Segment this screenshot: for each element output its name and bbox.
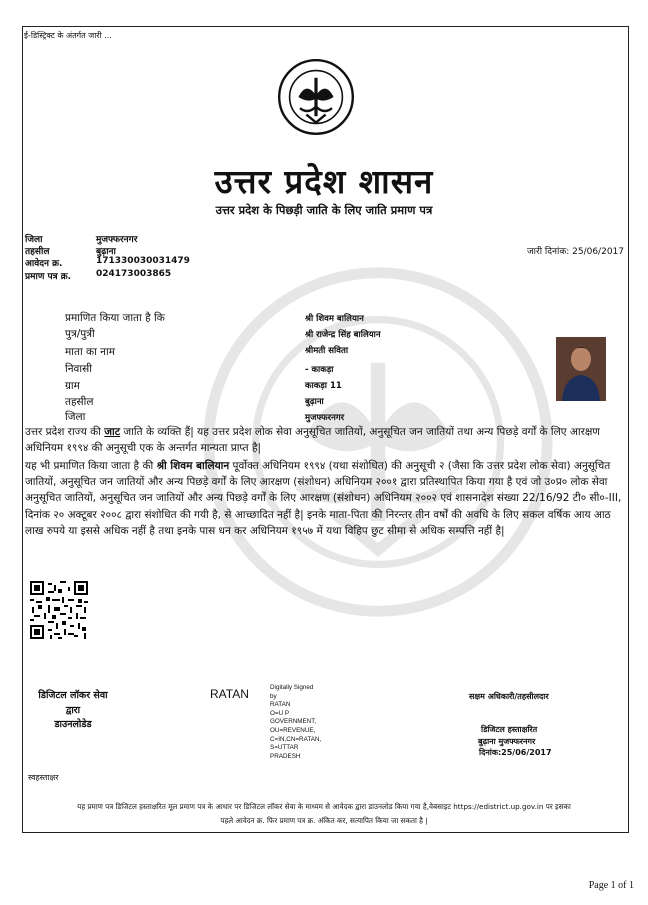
caste-name: जाट (104, 426, 121, 438)
up-government-emblem (276, 57, 356, 137)
tehsil-label: तहसील (25, 247, 50, 257)
digilocker-line3: डाउनलोडेड (54, 719, 92, 730)
caste-paragraph (25, 424, 623, 456)
page-number: Page 1 of 1 (588, 880, 634, 891)
detail-value-resident: - काकड़ा (305, 365, 334, 375)
certificate-subtitle: उत्तर प्रदेश के पिछड़ी जाति के लिए जाति प्रमाण पत्र (215, 203, 433, 217)
tehsil-value: बुढ़ाना (96, 247, 116, 257)
detail-label-district: जिला (65, 411, 86, 423)
self-signature-label: स्वहस्ताक्षर (28, 773, 59, 782)
detail-value-name: श्री शिवम बालियान (305, 314, 364, 324)
authority-title: सक्षम अधिकारी/तहसीलदार (469, 692, 549, 701)
caste-paragraph-post: जाति के व्यक्ति हैं| यह उत्तर प्रदेश लोक सेवा अनुसूचित जातियों, अनुसूचित जन जातियों तथा अन्य पिछड़े वर्गों के लिए आरक्षण अधिनियम १९९४ की अनुसूची एक के अन्तर्गत मान्यता प्राप्त है| (25, 426, 601, 455)
issue-date: जारी दिनांक: 25/06/2017 (527, 247, 624, 257)
footer-note-line2: पहले आवेदन क्र. फिर प्रमाण पत्र क्र. अंकित कर, सत्यापित किया जा सकता है | (220, 816, 428, 825)
certification-paragraph-pre: यह भी प्रमाणित किया जाता है की (25, 460, 157, 472)
page-title: उत्तर प्रदेश शासन (214, 162, 434, 201)
digital-signature-details: Digitally Signed by RATAN O=U P GOVERNMENT, OU=REVENUE, C=IN,CN=RATAN, S=UTTAR PRADESH (270, 684, 322, 760)
authority-date: दिनांक:25/06/2017 (479, 748, 552, 757)
digilocker-line1: डिजिटल लॉकर सेवा (38, 690, 108, 701)
detail-value-father: श्री राजेन्द्र सिंह बालियान (305, 330, 381, 340)
certified-person-name: श्री शिवम बालियान (156, 460, 230, 472)
certificate-number: 024173003865 (96, 269, 172, 279)
detail-value-village: काकड़ा 11 (305, 381, 342, 391)
detail-label-village: ग्राम (65, 380, 80, 392)
application-label: आवेदन क्र. (25, 259, 63, 269)
authority-place: बुढ़ाना मुजफ्फरनगर (478, 737, 536, 746)
signer-name: RATAN (210, 687, 249, 701)
detail-label-parent: पुत्र/पुत्री (65, 328, 95, 340)
detail-label-tehsil: तहसील (65, 396, 94, 408)
detail-label-certified: प्रमाणित किया जाता है कि (65, 312, 165, 324)
caste-paragraph-pre: उत्तर प्रदेश राज्य की (25, 426, 105, 438)
certification-paragraph (25, 458, 623, 539)
district-value: मुजफ्फरनगर (96, 235, 138, 245)
applicant-photo (556, 337, 606, 401)
detail-value-tehsil: बुढ़ाना (305, 397, 324, 407)
district-label: जिला (25, 235, 43, 245)
application-number: 171330030031479 (96, 256, 190, 266)
detail-label-resident: निवासी (65, 363, 92, 375)
detail-value-mother: श्रीमती सविता (305, 346, 349, 356)
certificate-label: प्रमाण पत्र क्र. (25, 272, 72, 282)
certification-paragraph-post: पूर्वोक्त अधिनियम १९९४ (यथा संशोधित) की अनुसूची २ (जैसा कि उत्तर प्रदेश लोक सेवा) अनुसूचित जातियों, अनुसूचित जन जातियों और अन्य पिछड़े वर्गों के लिए आरक्षण (संशोधन) अधिनियम २००१ द्वारा प्रतिस्थापित किया गया है एवं जो उ०प्र० लोक सेवा अनुसूचित जातियों, अनुसूचित जन जातियों और अन्य पिछड़े वर्गों के लिए आरक्षण (संशोधन) अधिनियम २००२ एवं शासनादेश संख्या 22/16/92 टी० सी०-III, दिनांक २० अक्टूबर २००८ द्वारा संशोधित की गयी है, से आच्छादित नहीं है| इनके माता-पिता की निरन्तर तीन वर्षों की अवधि के लिए सकल वर्षिक आय आठ लाख रुपये या इससे अधिक नहीं है तथा इनके पास धन कर अधिनियम १९५७ में यथा विहिप छुट सीमा से अधिक सम्पत्ति नहीं है| (25, 460, 622, 537)
detail-label-mother: माता का नाम (65, 346, 115, 358)
digilocker-line2: द्वारा (65, 705, 81, 716)
header-note: ई-डिस्ट्रिक्ट के अंतर्गत जारी ... (24, 31, 112, 40)
footer-note-line1: यह प्रमाण पत्र डिजिटल हस्ताक्षरित मूल प्रमाण पत्र के आधार पर डिजिटल लॉकर सेवा के माध्यम से आवेदक द्वारा डाउनलोड किया गया है,वेबसाइट https://edistrict.up.gov.in पर इसका (77, 802, 571, 811)
detail-value-district: मुजफ्फरनगर (305, 413, 345, 423)
authority-signed: डिजिटल हस्ताक्षरित (481, 725, 538, 734)
qr-code (30, 581, 88, 639)
